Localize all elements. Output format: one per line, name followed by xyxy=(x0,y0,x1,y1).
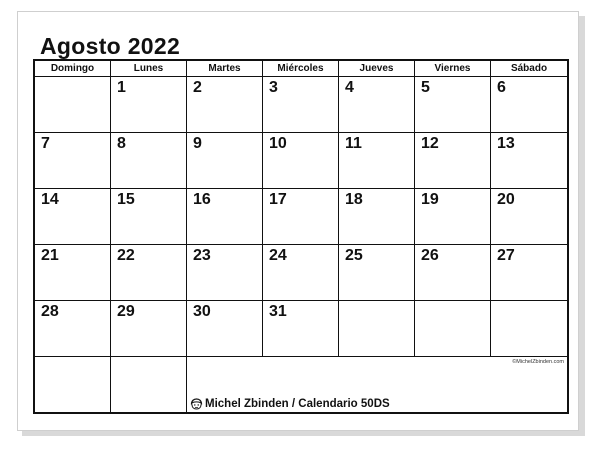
day-number: 29 xyxy=(117,303,135,320)
day-number: 30 xyxy=(193,303,211,320)
day-cell xyxy=(187,189,263,245)
day-number: 6 xyxy=(497,79,506,96)
day-cell xyxy=(339,77,415,133)
day-number: 27 xyxy=(497,247,515,264)
week-row xyxy=(35,301,568,357)
day-cell xyxy=(111,77,187,133)
day-cell xyxy=(415,189,491,245)
day-number: 8 xyxy=(117,135,126,152)
day-cell xyxy=(339,245,415,301)
notes-area xyxy=(187,357,568,413)
day-cell xyxy=(491,301,568,357)
day-cell xyxy=(339,301,415,357)
day-cell xyxy=(491,77,568,133)
day-number: 14 xyxy=(41,191,59,208)
day-cell xyxy=(491,133,568,189)
notes-cell xyxy=(35,357,111,413)
day-cell xyxy=(111,245,187,301)
day-number: 15 xyxy=(117,191,135,208)
day-cell xyxy=(415,245,491,301)
week-row xyxy=(35,133,568,189)
day-number: 10 xyxy=(269,135,287,152)
day-number: 31 xyxy=(269,303,287,320)
day-cell xyxy=(111,189,187,245)
day-cell xyxy=(187,301,263,357)
day-number: 21 xyxy=(41,247,59,264)
day-cell xyxy=(263,133,339,189)
day-number: 25 xyxy=(345,247,363,264)
day-cell xyxy=(415,301,491,357)
day-number: 7 xyxy=(41,135,50,152)
week-row xyxy=(35,245,568,301)
weekday-header-row xyxy=(35,61,568,77)
credit-text: Michel Zbinden / Calendario 50DS xyxy=(205,398,390,410)
day-cell xyxy=(491,245,568,301)
weekday-monday: Lunes xyxy=(111,61,187,77)
calendar-grid xyxy=(34,60,568,413)
day-cell xyxy=(111,301,187,357)
day-number xyxy=(491,301,567,303)
weekday-saturday: Sábado xyxy=(491,61,568,77)
day-number: 19 xyxy=(421,191,439,208)
day-number: 11 xyxy=(345,135,362,152)
day-number: 18 xyxy=(345,191,363,208)
day-number: 28 xyxy=(41,303,59,320)
day-number: 1 xyxy=(117,79,126,96)
day-number: 24 xyxy=(269,247,287,264)
day-cell xyxy=(339,189,415,245)
day-cell xyxy=(187,245,263,301)
weekday-friday: Viernes xyxy=(415,61,491,77)
day-number xyxy=(339,301,414,303)
week-row xyxy=(35,189,568,245)
day-number: 20 xyxy=(497,191,515,208)
day-number: 5 xyxy=(421,79,430,96)
copyright-text: ©MichelZbinden.com xyxy=(512,359,564,365)
day-number: 17 xyxy=(269,191,287,208)
weekday-thursday: Jueves xyxy=(339,61,415,77)
notes-cell xyxy=(111,357,187,413)
day-cell xyxy=(111,133,187,189)
day-cell xyxy=(263,301,339,357)
day-cell xyxy=(187,133,263,189)
day-number: 3 xyxy=(269,79,278,96)
day-number: 26 xyxy=(421,247,439,264)
week-row xyxy=(35,77,568,133)
calendar-title: Agosto 2022 xyxy=(40,33,181,59)
day-cell xyxy=(263,77,339,133)
day-cell xyxy=(35,133,111,189)
day-cell xyxy=(35,245,111,301)
day-number: 13 xyxy=(497,135,515,152)
day-number: 4 xyxy=(345,79,354,96)
day-cell xyxy=(491,189,568,245)
day-number xyxy=(415,301,490,303)
day-number: 12 xyxy=(421,135,439,152)
day-cell xyxy=(35,77,111,133)
day-number: 2 xyxy=(193,79,202,96)
credit-line xyxy=(190,398,390,410)
day-cell xyxy=(263,245,339,301)
day-cell xyxy=(263,189,339,245)
day-cell xyxy=(339,133,415,189)
day-number: 9 xyxy=(193,135,202,152)
day-number: 22 xyxy=(117,247,135,264)
day-number: 23 xyxy=(193,247,211,264)
day-number xyxy=(35,77,110,79)
day-cell xyxy=(187,77,263,133)
weekday-sunday: Domingo xyxy=(35,61,111,77)
day-number: 16 xyxy=(193,191,211,208)
day-cell xyxy=(35,189,111,245)
weekday-tuesday: Martes xyxy=(187,61,263,77)
day-cell xyxy=(415,133,491,189)
day-cell xyxy=(35,301,111,357)
face-logo-icon xyxy=(190,398,203,410)
weekday-wednesday: Miércoles xyxy=(263,61,339,77)
day-cell xyxy=(415,77,491,133)
notes-row xyxy=(35,357,568,413)
